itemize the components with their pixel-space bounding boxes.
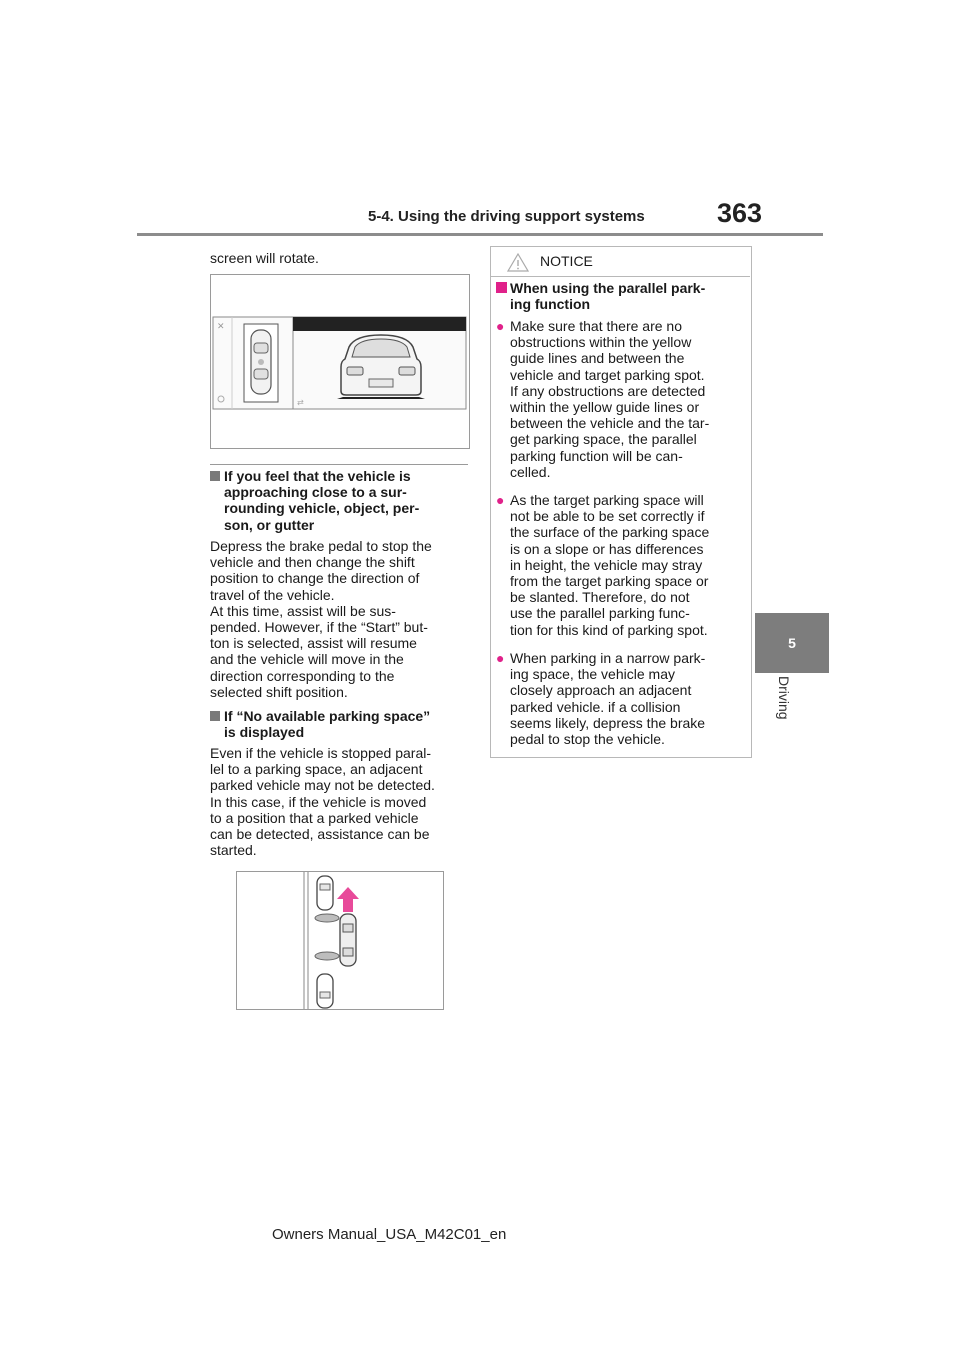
warning-triangle-icon [507,252,529,272]
notice-bullet-3: ● When parking in a narrow park- ing space, the vehicle may closely approach an adjacent parked vehicle. if a collision seems likely, depress the brake pedal to stop the vehicle. [496,650,706,748]
header-rule [137,233,823,236]
parking-screen-figure [210,274,470,449]
heading-square-icon [210,471,220,481]
notice-label: NOTICE [540,253,593,269]
notice-bullet-1: ● Make sure that there are no obstructions within the yellow guide lines and between the vehicle and target parking spot. If any obstructions are detected within the yellow guide lines or between the vehicle and the tar- get parking space, the parallel parking function will be can- celled. [496,318,710,480]
section2-body: Even if the vehicle is stopped paral- lel to a parking space, an adjacent parked vehicle may not be detected. In this case, if the vehicle is moved to a position that a parked vehicle can be detected, assistance can be started. [210,745,435,859]
bullet-dot-icon: ● [496,318,505,334]
parking-screen-illustration [211,275,469,448]
notice-bullet-2: ● As the target parking space will not be able to be set correctly if the surface of the parking space is on a slope or has differences in height, the vehicle may stray from the target parking space or be slanted. Therefore, do not use the parallel parking func- tion for this kind of parking spot. [496,492,710,638]
section1-body: Depress the brake pedal to stop the vehicle and then change the shift position to change the direction of travel of the vehicle. At this time, assist will be sus- pended. However, if the “Start” but- ton is selected, assist will resume and the vehicle will move in the direction corresponding to the selected shift position. [210,538,432,700]
heading-square-icon [210,711,220,721]
section2-heading: If “No available parking space” is displayed [210,708,472,740]
parallel-parking-figure [236,871,444,1010]
page-number: 363 [717,198,763,228]
notice-header [490,246,750,277]
direction-arrow-icon [337,887,359,912]
intro-text: screen will rotate. [210,250,319,266]
footer-text: Owners Manual_USA_M42C01_en [272,1226,507,1243]
section-divider [210,464,468,465]
camera-switch-icon: ⇄ [297,398,304,407]
section1-heading: If you feel that the vehicle is approaching close to a sur- rounding vehicle, object, per- son, or gutter [210,468,472,533]
chapter-tab [755,613,829,673]
bullet-dot-icon: ● [496,650,505,666]
bullet-dot-icon: ● [496,492,505,508]
heading-square-icon [496,282,507,293]
notice-heading: When using the parallel park- ing function [496,280,746,312]
parallel-parking-illustration [237,872,443,1009]
close-icon: ✕ [217,322,225,332]
section-title: 5-4. Using the driving support systems [368,208,645,225]
chapter-name: Driving [776,676,792,720]
chapter-number: 5 [788,635,796,651]
